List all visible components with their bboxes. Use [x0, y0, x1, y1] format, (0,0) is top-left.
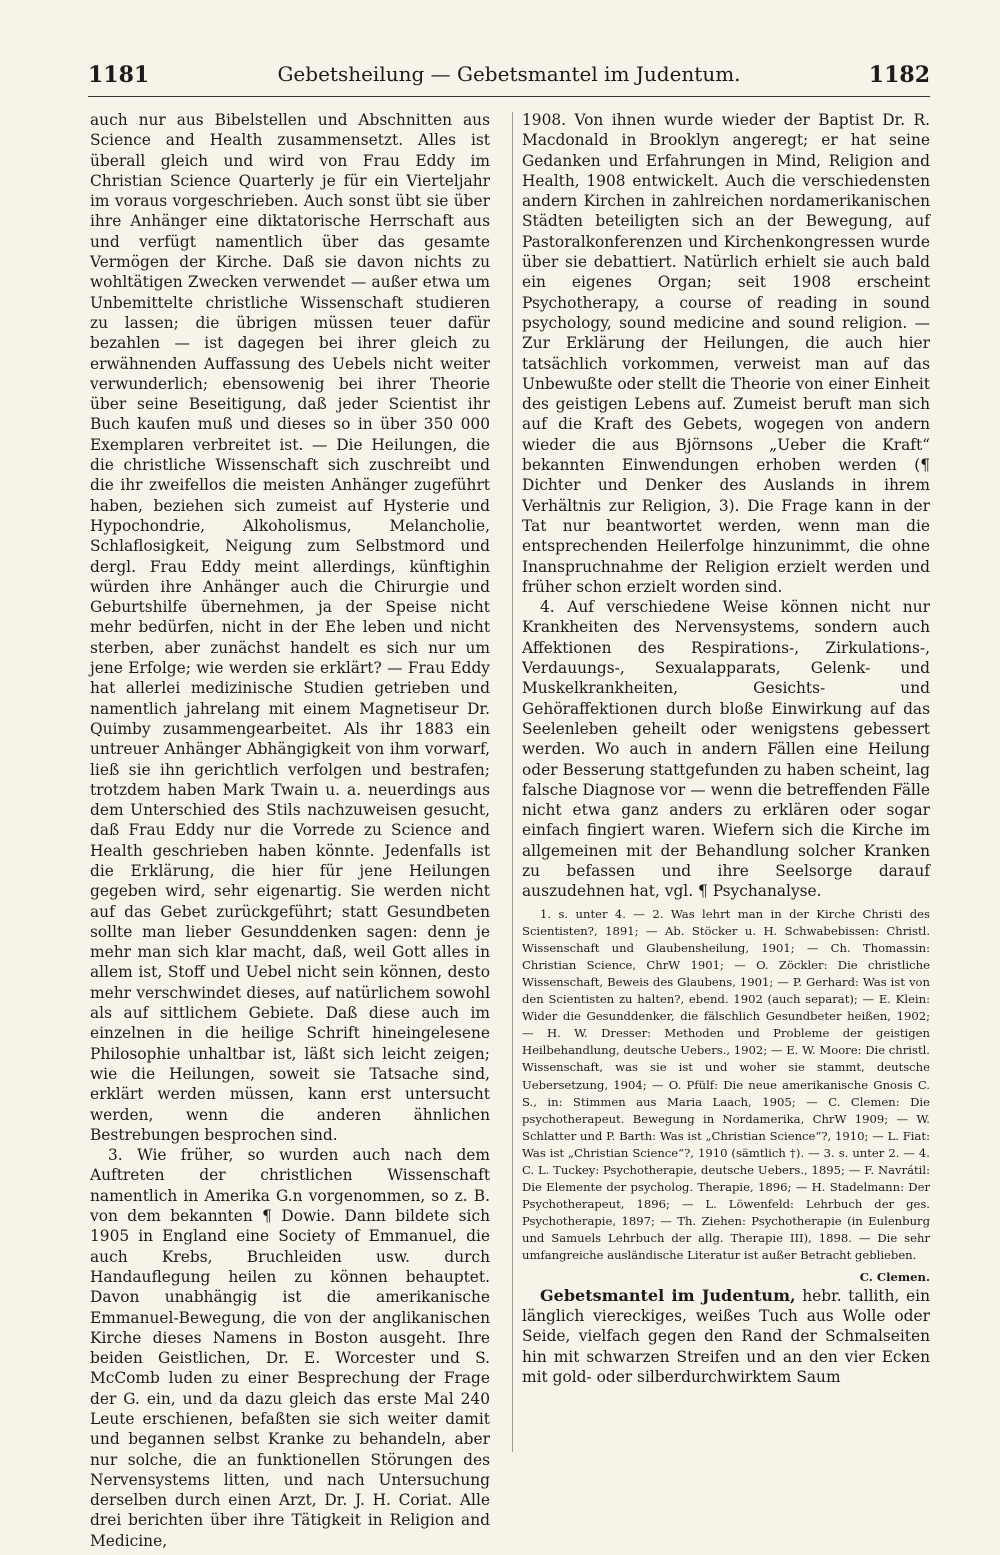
page-header	[88, 62, 930, 92]
paragraph: 3. Wie früher, so wurden auch nach dem Auftreten der christlichen Wissenschaft namentlich in Amerika G.n vorgenommen, so z. B. von dem bekannten ¶ Dowie. Dann bildete sich 1905 in England eine Society of Emmanuel, die auch Krebs, Bruchleiden usw. durch Handauflegung heilen zu können behauptet. Davon unabhängig ist die amerikanische Emmanuel-Bewegung, die von der anglikanischen Kirche dieses Namens in Boston ausgeht. Ihre beiden Geistlichen, Dr. E. Worcester und S. McComb luden zu einer Besprechung der Frage der G. ein, und da dazu gleich das erste Mal 240 Leute erschienen, befaßten sie sich weiter damit und begannen selbst Kranke zu behandeln, aber nur solche, die an funktionellen Störungen des Nervensystems litten, und nach Untersuchung derselben durch einen Arzt, Dr. J. H. Coriat. Alle drei berichten über ihre Tätigkeit in Religion and Medicine,	[90, 1146, 490, 1550]
entry-text: hebr. tallith, ein länglich viereckiges, weißes Tuch aus Wolle oder Seide, vielfach gegen den Rand der Schmalseiten hin mit schwarzen Streifen und an den vier Ecken mit gold- oder silberdurchwirktem Saum	[522, 1286, 931, 1386]
paragraph: 4. Auf verschiedene Weise können nicht nur Krankheiten des Nervensystems, sondern auch Affektionen des Respirations-, Zirkulations-, Verdauungs-, Sexualapparats, Gelenk- und Muskelkrankheiten, Gesichts- und Gehöraffektionen durch bloße Einwirkung auf das Seelenleben geheilt oder wenigstens gebessert werden. Wo auch in andern Fällen eine Heilung oder Besserung stattgefunden zu haben scheint, lag falsche Diagnose vor — wenn die betreffenden Fälle nicht etwa ganz anders zu erklären oder sogar einfach fingiert waren. Wiefern sich die Kirche im allgemeinen mit der Behandlung solcher Kranken zu befassen und ihre Seelsorge darauf auszudehnen hat, vgl. ¶ Psychanalyse.	[522, 598, 930, 901]
author-signature: C. Clemen.	[859, 1269, 930, 1284]
literature-references: 1. s. unter 4. — 2. Was lehrt man in der Kirche Christi des Scientisten?, 1891; — Ab. Stöcker u. H. Schwabebissen: Christl. Wissenschaft und Glaubensheilung, 1901; — Ch. Thomassin: Christian Science, ChrW 1901; — O. Zöckler: Die christliche Wissenschaft, Beweis des Glaubens, 1901; — P. Gerhard: Was ist von den Scientisten zu halten?, ebend. 1902 (auch separat); — E. Klein: Wider die Gesunddenker, die fälschlich Gesundbeter heißen, 1902; — H. W. Dresser: Methoden und Probleme der geistigen Heilbehandlung, deutsche Uebers., 1902; — E. W. Moore: Die christl. Wissenschaft, was sie ist und woher sie stammt, deutsche Uebersetzung, 1904; — O. Pfülf: Die neue amerikanische Gnosis C. S., in: Stimmen aus Maria Laach, 1905; — C. Clemen: Die psychotherapeut. Bewegung in Nordamerika, ChrW 1909; — W. Schlatter und P. Barth: Was ist „Christian Science“?, 1910; — L. Fiat: Was ist „Christian Science“?, 1910 (sämtlich †). — 3. s. unter 2. — 4. C. L. Tuckey: Psychotherapie, deutsche Uebers., 1895; — F. Navrátil: Die Elemente der psycholog. Therapie, 1896; — H. Stadelmann: Der Psychotherapeut, 1896; — L. Löwenfeld: Lehrbuch der ges. Psychotherapie, 1897; — Th. Ziehen: Psychotherapie (in Eulenburg und Samuels Lehrbuch der allg. Therapie III), 1898. — Die sehr umfangreiche ausländische Literatur ist außer Betracht geblieben.	[522, 906, 930, 1263]
running-title: Gebetsheilung — Gebetsmantel im Judentum.	[277, 62, 741, 86]
entry-headword: Gebetsmantel im Judentum,	[540, 1285, 796, 1305]
right-column	[522, 110, 930, 1387]
paragraph: auch nur aus Bibelstellen und Abschnitten aus Science and Health zusammensetzt. Alles ist überall gleich und wird von Frau Eddy im Christian Science Quarterly je für ein Vierteljahr im voraus vorgeschrieben. Auch sonst übt sie über ihre Anhänger eine diktatorische Herrschaft aus und verfügt namentlich über das gesamte Vermögen der Kirche. Daß sie davon nichts zu wohltätigen Zwecken verwendet — außer etwa um Unbemittelte christliche Wissenschaft studieren zu lassen; die übrigen müssen teuer dafür bezahlen — ist dagegen bei ihrer gleich zu erwähnenden Auffassung des Uebels nicht weiter verwunderlich; ebensowenig bei ihrer Theorie über seine Beseitigung, daß jeder Scientist ihr Buch kaufen muß und dieses so in über 350 000 Exemplaren verbreitet ist. — Die Heilungen, die die christliche Wissenschaft sich zuschreibt und die ihr zweifellos die meisten Anhänger zugeführt haben, beziehen sich zumeist auf Hysterie und Hypochondrie, Alkoholismus, Melancholie, Schlaflosigkeit, Neigung zum Selbstmord und dergl. Frau Eddy meint allerdings, künftighin würden ihre Anhänger auch die Chirurgie und Geburtshilfe übernehmen, ja der Speise nicht mehr bedürfen, nicht in der Ehe leben und nicht sterben, aber zunächst handelt es sich nur um jene Erfolge; wie werden sie erklärt? — Frau Eddy hat allerlei medizinische Studien getrieben und namentlich jahrelang mit einem Magnetiseur Dr. Quimby zusammengearbeitet. Als ihr 1883 ein untreuer Anhänger Abhängigkeit von ihm vorwarf, ließ sie ihn gerichtlich verfolgen und bestrafen; trotzdem haben Mark Twain u. a. neuerdings aus dem Unterschied des Stils nachzuweisen gesucht, daß Frau Eddy nur die Vorrede zu Science and Health geschrieben haben könnte. Jedenfalls ist die Erklärung, die hier für jene Heilungen gegeben wird, sehr eigenartig. Sie werden nicht auf das Gebet zurückgeführt; statt Gesundbeten sollte man lieber Gesunddenken sagen: denn je mehr man sich klar macht, daß, weil Gott alles in allem ist, Stoff und Uebel nicht sein können, desto mehr verschwindet dieses, auf natürlichem sowohl als auf sittlichem Gebiete. Daß diese auch im einzelnen in die heilige Schrift hineingelesene Philosophie unhaltbar ist, läßt sich leicht zeigen; wie die Heilungen, soweit sie Tatsache sind, erklärt werden müssen, kann erst untersucht werden, wenn die anderen ähnlichen Bestrebungen besprochen sind.	[90, 111, 490, 1144]
page-number-left: 1181	[88, 62, 150, 88]
entry-gebetsmantel	[522, 1286, 930, 1387]
left-column	[90, 110, 490, 1551]
paragraph: 1908. Von ihnen wurde wieder der Baptist Dr. R. Macdonald in Brooklyn angeregt; er hat seine Gedanken und Erfahrungen in Mind, Religion and Health, 1908 entwickelt. Auch die verschiedensten andern Kirchen in zahlreichen nordamerikanischen Städten beteiligten sich an der Bewegung, auf Pastoralkonferenzen und Kirchenkongressen wurde über sie debattiert. Natürlich erhielt sie auch bald ein eigenes Organ; seit 1908 erscheint Psychotherapy, a course of reading in sound psychology, sound medicine and sound religion. — Zur Erklärung der Heilungen, die auch hier tatsächlich vorkommen, verweist man auf das Unbewußte oder stellt die Theorie von einer Einheit des geistigen Lebens auf. Zumeist beruft man sich auf die Kraft des Gebets, wogegen von andern wieder die aus Björnsons „Ueber die Kraft“ bekannten Einwendungen erhoben werden (¶ Dichter und Denker des Auslands in ihrem Verhältnis zur Religion, 3). Die Frage kann in der Tat nur beantwortet werden, wenn man die entsprechenden Heilerfolge hinzunimmt, die ohne Inanspruchnahme der Religion erzielt werden und früher schon erzielt worden sind.	[522, 111, 930, 596]
page-number-right: 1182	[868, 62, 930, 88]
header-rule	[88, 96, 930, 97]
column-divider	[512, 112, 513, 1452]
